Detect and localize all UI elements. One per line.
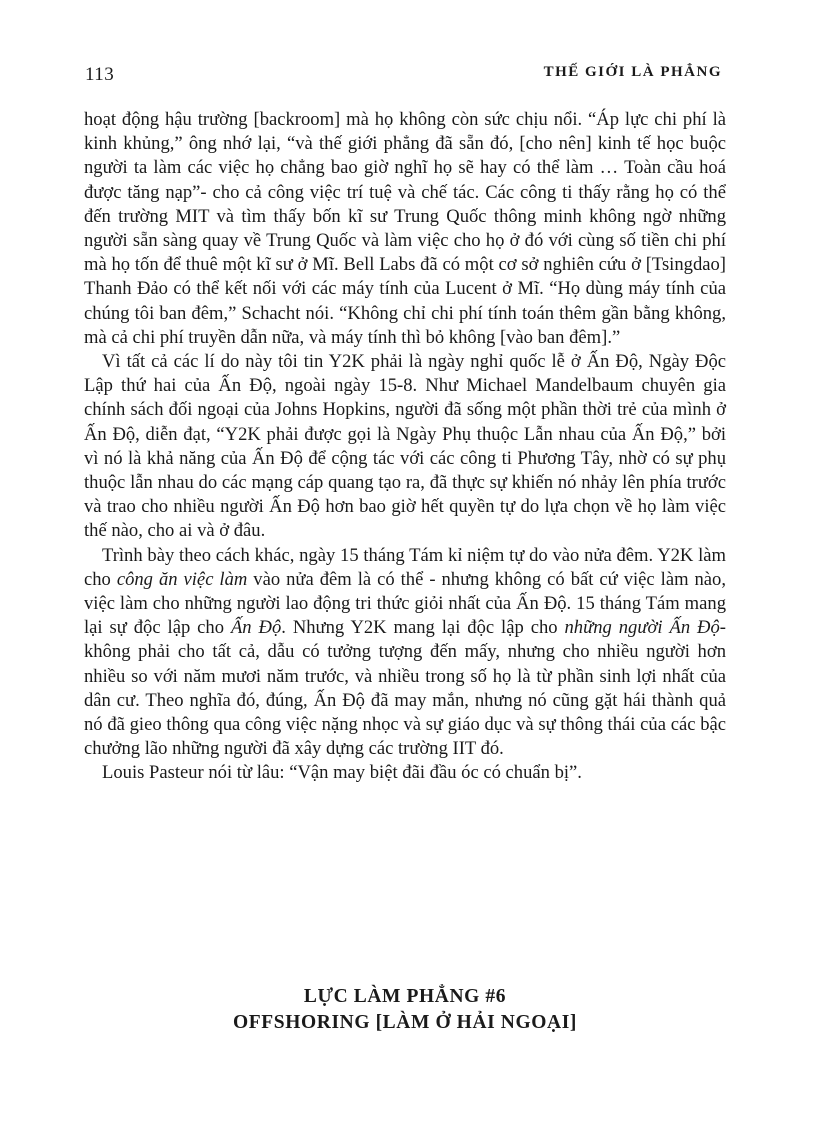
text-run: vào nửa đêm là có thể - nhưng không có bất cứ việc làm nào, việc làm cho những người lao động tri thức giỏi nhất của Ấn Độ. 15 tháng Tám mang lại sự độc lập cho: [84, 568, 727, 639]
page-number: 113: [85, 64, 115, 85]
paragraph: hoạt động hậu trường [backroom] mà họ không còn sức chịu nổi. “Áp lực chi phí là kinh khủng,” ông nhớ lại, “và thế giới phẳng đã sẵn đó, [cho nên] kinh tế học buộc người ta làm các việc họ chẳng bao giờ nghĩ họ sẽ hay có thể làm … Toàn cầu hoá được tăng nạp”- cho cả công việc trí tuệ và chế tác. Các công ti thấy rằng họ có thể đến trường MIT và tìm thấy bốn kĩ sư Trung Quốc thông minh không ngờ những người sẵn sàng quay về Trung Quốc và làm việc cho họ ở đó với cùng số tiền chi phí mà họ tốn để thuê một kĩ sư ở Mĩ. Bell Labs đã có một cơ sở nghiên cứu ở [Tsingdao] Thanh Đảo có thể kết nối với các máy tính của Lucent ở Mĩ. “Họ dùng máy tính của chúng tôi ban đêm,” Schacht nói. “Không chỉ chi phí tính toán thêm gần bằng không, mà cả chi phí truyền dẫn nữa, và máy tính thì bỏ không [vào ban đêm].”: [84, 109, 726, 348]
running-title: THẾ GIỚI LÀ PHẲNG: [543, 64, 722, 80]
paragraph: [84, 544, 726, 762]
section-heading-line-1: LỰC LÀM PHẲNG #6: [303, 986, 507, 1007]
text-run: . Nhưng Y2K mang lại độc lập cho: [281, 617, 565, 639]
paragraph: Vì tất cả các lí do này tôi tin Y2K phải là ngày nghỉ quốc lễ ở Ấn Độ, Ngày Độc Lập thứ hai của Ấn Độ, ngoài ngày 15-8. Như Michael Mandelbaum chuyên gia chính sách đối ngoại của Johns Hopkins, người đã sống một phần thời trẻ của mình ở Ấn Độ, diễn đạt, “Y2K phải được gọi là Ngày Phụ thuộc Lẫn nhau của Ấn Độ,” bởi vì nó là khả năng của Ấn Độ để cộng tác với các công ti Phương Tây, nhờ có sự phụ thuộc lẫn nhau do các mạng cáp quang tạo ra, đã thực sự khiến nó nhảy lên phía trước và trao cho nhiều người Ấn Độ hơn bao giờ hết quyền tự do lựa chọn về họ làm việc thế nào, cho ai và ở đâu.: [84, 351, 726, 542]
text-run: Trình bày theo cách khác, ngày 15 tháng Tám kỉ niệm tự do vào nửa đêm. Y2K làm cho: [84, 544, 726, 590]
italic-text-run: Ấn Độ: [230, 617, 282, 639]
body-text: [84, 108, 726, 786]
italic-text-run: công ăn việc làm: [116, 568, 248, 590]
paragraph: Louis Pasteur nói từ lâu: “Vận may biệt đãi đầu óc có chuẩn bị”.: [102, 762, 582, 784]
italic-text-run: những người Ấn Độ: [564, 617, 720, 639]
text-run: - không phải cho tất cả, dẫu có tưởng tượng đến mấy, nhưng cho nhiều người hơn nhiều so với năm mươi năm trước, và nhiều trong số họ là từ phần sinh lợi nhất của dân cư. Theo nghĩa đó, đúng, Ấn Độ đã may mắn, nhưng nó cũng gặt hái thành quả nó đã gieo thông qua công việc nặng nhọc và sự giáo dục và sự thông thái của các bậc chưởng lão những người đã xây dựng các trường IIT đó.: [84, 617, 726, 760]
section-heading-line-2: OFFSHORING [LÀM Ở HẢI NGOẠI]: [233, 1012, 577, 1033]
section-heading: [84, 984, 726, 1036]
